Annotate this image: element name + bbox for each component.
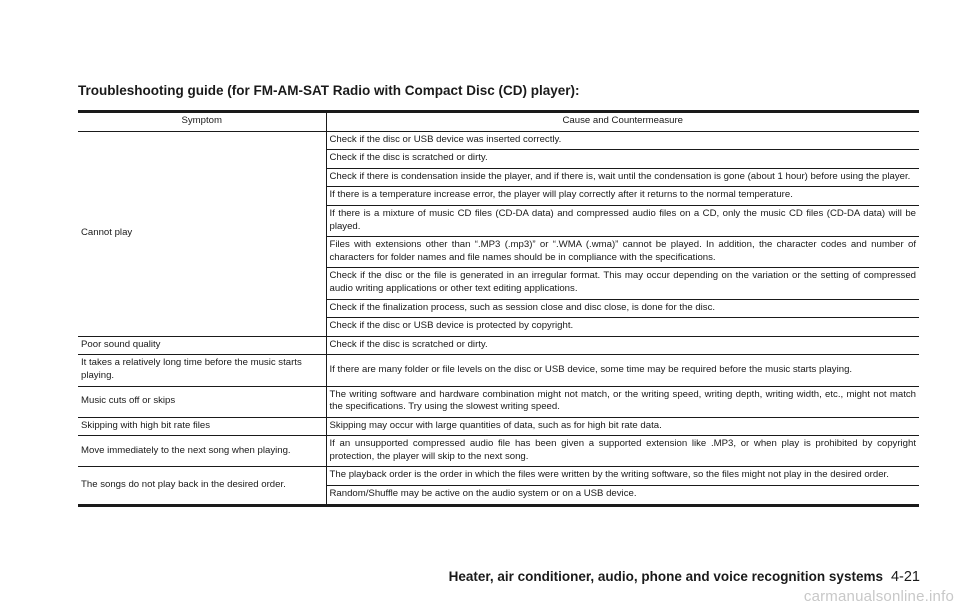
cause-cell: If there is a temperature increase error, the player will play correctly after it returns to the normal temperature.	[326, 187, 919, 206]
symptom-cell: Music cuts off or skips	[78, 386, 326, 417]
cause-cell: Check if there is condensation inside the player, and if there is, wait until the condensation is gone (about 1 hour) before using the player.	[326, 168, 919, 187]
table-body	[78, 131, 919, 505]
table-row	[78, 467, 919, 486]
cause-cell: If there is a mixture of music CD files (CD-DA data) and compressed audio files on a CD, only the music CD files (CD-DA data) will be played.	[326, 205, 919, 236]
cause-cell: Skipping may occur with large quantities of data, such as for high bit rate data.	[326, 417, 919, 436]
cause-cell: Check if the disc is scratched or dirty.	[326, 150, 919, 169]
table-header-row	[78, 112, 919, 132]
watermark: carmanualsonline.info	[803, 588, 954, 605]
page-title: Troubleshooting guide (for FM-AM-SAT Radio with Compact Disc (CD) player):	[78, 83, 580, 98]
cause-column-header: Cause and Countermeasure	[326, 112, 919, 132]
cause-cell: Check if the disc or the file is generated in an irregular format. This may occur depending on the variation or the setting of compressed audio writing applications or other text editing applications.	[326, 268, 919, 299]
table-row	[78, 355, 919, 386]
symptom-cell: Poor sound quality	[78, 336, 326, 355]
symptom-cell: Cannot play	[78, 131, 326, 336]
troubleshooting-table	[78, 110, 919, 507]
symptom-cell: Move immediately to the next song when playing.	[78, 436, 326, 467]
table-row	[78, 417, 919, 436]
page-number: 4-21	[890, 569, 920, 585]
cause-cell: The writing software and hardware combination might not match, or the writing speed, writing depth, writing width, etc., might not match the specifications. Try using the slowest writing speed.	[326, 386, 919, 417]
cause-cell: Random/Shuffle may be active on the audio system or on a USB device.	[326, 486, 919, 506]
symptom-cell: The songs do not play back in the desired order.	[78, 467, 326, 505]
page-footer	[449, 569, 920, 585]
cause-cell: If an unsupported compressed audio file has been given a supported extension like .MP3, or when play is prohibited by copyright protection, the player will skip to the next song.	[326, 436, 919, 467]
table-row	[78, 131, 919, 150]
cause-cell: Files with extensions other than “.MP3 (.mp3)” or “.WMA (.wma)” cannot be played. In addition, the character codes and number of characters for folder names and file names should be in compliance with the specifications.	[326, 237, 919, 268]
table-row	[78, 336, 919, 355]
cause-cell: The playback order is the order in which the files were written by the writing software, so the files might not play in the desired order.	[326, 467, 919, 486]
table-row	[78, 386, 919, 417]
cause-cell: Check if the disc or USB device is protected by copyright.	[326, 318, 919, 337]
cause-cell: Check if the disc or USB device was inserted correctly.	[326, 131, 919, 150]
cause-cell: Check if the disc is scratched or dirty.	[326, 336, 919, 355]
cause-cell: If there are many folder or file levels on the disc or USB device, some time may be required before the music starts playing.	[326, 355, 919, 386]
symptom-column-header: Symptom	[78, 112, 326, 132]
symptom-cell: Skipping with high bit rate files	[78, 417, 326, 436]
symptom-cell: It takes a relatively long time before the music starts playing.	[78, 355, 326, 386]
cause-cell: Check if the finalization process, such as session close and disc close, is done for the disc.	[326, 299, 919, 318]
footer-section-title: Heater, air conditioner, audio, phone and voice recognition systems	[448, 569, 883, 584]
table-row	[78, 436, 919, 467]
